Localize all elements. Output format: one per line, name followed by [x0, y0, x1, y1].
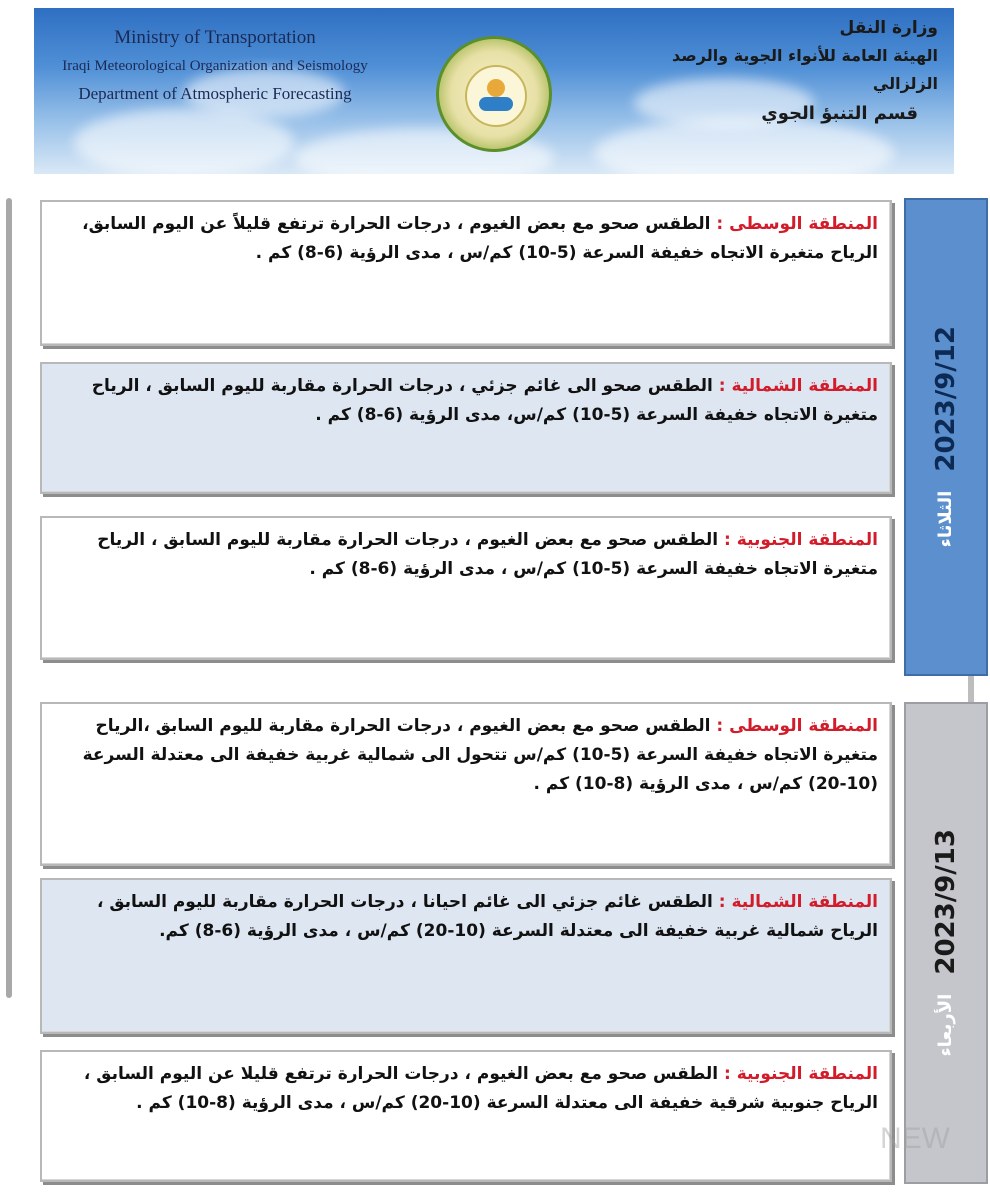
date-tab-day1 — [904, 198, 988, 676]
organization-name-ar: الهيئة العامة للأنواء الجوية والرصد الزلزالي — [672, 46, 938, 93]
region-label: المنطقة الجنوبية : — [724, 1064, 878, 1084]
forecast-central-day2 — [40, 702, 892, 866]
forecast-text: الطقس صحو مع بعض الغيوم ، درجات الحرارة مقاربة لليوم السابق ، الرياح متغيرة الاتجاه خفيفة السرعة (5-10) كم/س ، مدى الرؤية (6-8) كم . — [97, 530, 878, 579]
region-label: المنطقة الجنوبية : — [724, 530, 878, 550]
day-name: الثلاثاء — [935, 491, 956, 548]
day-name: الأربعاء — [935, 993, 956, 1057]
date-value: 2023/9/13 — [931, 829, 961, 975]
left-scrollbar[interactable] — [6, 198, 12, 998]
forecast-south-day2 — [40, 1050, 892, 1182]
forecast-text: الطقس صحو مع بعض الغيوم ، درجات الحرارة مقاربة لليوم السابق ،الرياح متغيرة الاتجاه خفيفة السرعة (5-10) كم/س تتحول الى شمالية غربية خفيفة الى معتدلة السرعة (10-20) كم/س ، مدى الرؤية (8-10) كم . — [82, 716, 878, 794]
forecast-text: الطقس غائم جزئي الى غائم احيانا ، درجات الحرارة مقاربة لليوم السابق ، الرياح شمالية غربية خفيفة الى معتدلة السرعة (10-20) كم/س ، مدى الرؤية (6-8) كم. — [96, 892, 878, 941]
region-label: المنطقة الشمالية : — [718, 376, 878, 396]
organization-name-en: Iraqi Meteorological Organization and Seismology — [62, 58, 368, 74]
ministry-name-en: Ministry of Transportation — [114, 27, 316, 48]
date-value: 2023/9/12 — [931, 326, 961, 472]
forecast-south-day1 — [40, 516, 892, 660]
department-name-ar: قسم التنبؤ الجوي — [761, 103, 918, 124]
forecast-text: الطقس صحو الى غائم جزئي ، درجات الحرارة مقاربة لليوم السابق ، الرياح متغيرة الاتجاه خفيفة السرعة (5-10) كم/س، مدى الرؤية (6-8) كم . — [91, 376, 878, 425]
region-label: المنطقة الوسطى : — [716, 716, 878, 736]
department-name-en: Department of Atmospheric Forecasting — [78, 84, 352, 103]
region-label: المنطقة الشمالية : — [718, 892, 878, 912]
forecast-text: الطقس صحو مع بعض الغيوم ، درجات الحرارة ترتفع قليلاً عن اليوم السابق، الرياح متغيرة الاتجاه خفيفة السرعة (5-10) كم/س ، مدى الرؤية (6-8) كم . — [82, 214, 878, 263]
forecast-text: الطقس صحو مع بعض الغيوم ، درجات الحرارة ترتفع قليلا عن اليوم السابق ، الرياح جنوبية شرقية خفيفة الى معتدلة السرعة (10-20) كم/س ، مدى الرؤية (8-10) كم . — [83, 1064, 878, 1113]
region-label: المنطقة الوسطى : — [716, 214, 878, 234]
forecast-central-day1 — [40, 200, 892, 346]
ministry-name-ar: وزارة النقل — [839, 18, 938, 38]
forecast-north-day2 — [40, 878, 892, 1034]
forecast-north-day1 — [40, 362, 892, 494]
header-english — [50, 24, 380, 108]
organization-logo — [436, 36, 552, 152]
date-tab-day2 — [904, 702, 988, 1184]
watermark: NEW — [880, 1122, 950, 1155]
header-arabic — [618, 14, 938, 130]
header-banner — [34, 8, 954, 174]
